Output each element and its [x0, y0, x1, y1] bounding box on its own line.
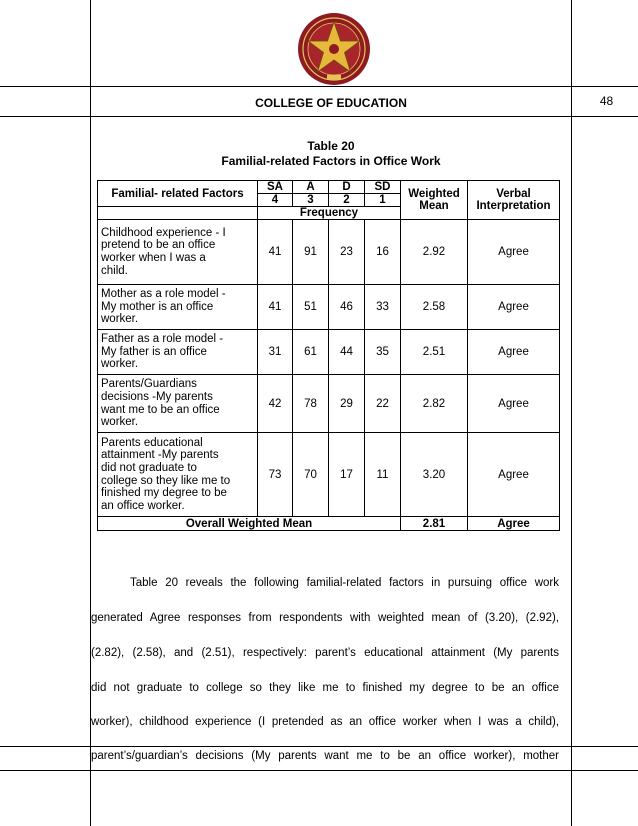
university-seal-logo: [297, 12, 371, 86]
sa-cell: 41: [258, 285, 293, 330]
left-margin-line: [90, 0, 91, 826]
sa-cell: 42: [258, 375, 293, 433]
d-cell: 44: [329, 330, 365, 375]
table-header-row: [98, 181, 560, 194]
factor-cell: Father as a role model - My father is an office worker.: [98, 330, 258, 375]
scale-code-sa: SA: [258, 181, 293, 194]
scale-weight-sd: 1: [365, 194, 401, 207]
table-number: Table 20: [307, 139, 355, 153]
page-number: 48: [599, 94, 614, 108]
interp-cell: Agree: [468, 220, 560, 285]
mean-cell: 2.51: [401, 330, 468, 375]
mean-cell: 2.58: [401, 285, 468, 330]
table-row: [98, 285, 560, 330]
a-cell: 70: [293, 433, 329, 517]
factor-cell: Parents/Guardians decisions -My parents want me to be an office worker.: [98, 375, 258, 433]
factor-cell: Mother as a role model - My mother is an office worker.: [98, 285, 258, 330]
factor-column-header: Familial- related Factors: [98, 181, 258, 207]
a-cell: 61: [293, 330, 329, 375]
paragraph-line: parent’s/guardian’s decisions (My parents want me to be an office worker), mother: [91, 750, 559, 762]
table-row: [98, 330, 560, 375]
header-rule-bottom: [0, 116, 638, 117]
sd-cell: 33: [365, 285, 401, 330]
sd-cell: 35: [365, 330, 401, 375]
factors-table: [97, 180, 560, 531]
sa-cell: 41: [258, 220, 293, 285]
d-cell: 29: [329, 375, 365, 433]
frequency-header: Frequency: [258, 207, 401, 220]
footer-rule-top: [0, 746, 638, 747]
paragraph-line: Table 20 reveals the following familial-related factors in pursuing office work: [130, 577, 559, 589]
scale-weight-sa: 4: [258, 194, 293, 207]
a-cell: 78: [293, 375, 329, 433]
d-cell: 23: [329, 220, 365, 285]
a-cell: 91: [293, 220, 329, 285]
table-row: [98, 433, 560, 517]
interpretation-header: Verbal Interpretation: [468, 181, 560, 220]
sa-cell: 31: [258, 330, 293, 375]
mean-cell: 3.20: [401, 433, 468, 517]
scale-weight-a: 3: [293, 194, 329, 207]
right-margin-line: [571, 0, 572, 826]
factor-cell: Childhood experience - I pretend to be an office worker when I was a child.: [98, 220, 258, 285]
table-row: [98, 375, 560, 433]
sd-cell: 11: [365, 433, 401, 517]
overall-interp: Agree: [468, 517, 560, 531]
a-cell: 51: [293, 285, 329, 330]
scale-weight-d: 2: [329, 194, 365, 207]
factor-cell: Parents educational attainment -My parents did not graduate to college so they like me to finished my degree to be an office worker.: [98, 433, 258, 517]
overall-row: [98, 517, 560, 531]
mean-cell: 2.92: [401, 220, 468, 285]
interp-cell: Agree: [468, 433, 560, 517]
table-title: Familial-related Factors in Office Work: [221, 154, 441, 168]
header-rule-top: [0, 86, 638, 87]
weighted-mean-header: Weighted Mean: [401, 181, 468, 220]
factor-header-blank: [98, 207, 258, 220]
mean-cell: 2.82: [401, 375, 468, 433]
interp-cell: Agree: [468, 375, 560, 433]
sd-cell: 22: [365, 375, 401, 433]
footer-rule-bottom: [0, 770, 638, 771]
interp-cell: Agree: [468, 285, 560, 330]
paragraph-line: did not graduate to college so they like me to finished my degree to be an office: [91, 682, 559, 694]
interp-cell: Agree: [468, 330, 560, 375]
scale-code-a: A: [293, 181, 329, 194]
paragraph-line: (2.82), (2.58), and (2.51), respectively: parent’s educational attainment (My parents: [91, 647, 559, 659]
paragraph-line: generated Agree responses from respondents with weighted mean of (3.20), (2.92),: [91, 612, 559, 624]
d-cell: 17: [329, 433, 365, 517]
overall-mean: 2.81: [401, 517, 468, 531]
table-row: [98, 220, 560, 285]
scale-code-d: D: [329, 181, 365, 194]
sa-cell: 73: [258, 433, 293, 517]
paragraph-line: worker), childhood experience (I pretended as an office worker when I was a child),: [91, 716, 559, 728]
sd-cell: 16: [365, 220, 401, 285]
college-title: COLLEGE OF EDUCATION: [255, 96, 407, 110]
overall-label: Overall Weighted Mean: [98, 517, 401, 531]
d-cell: 46: [329, 285, 365, 330]
scale-code-sd: SD: [365, 181, 401, 194]
